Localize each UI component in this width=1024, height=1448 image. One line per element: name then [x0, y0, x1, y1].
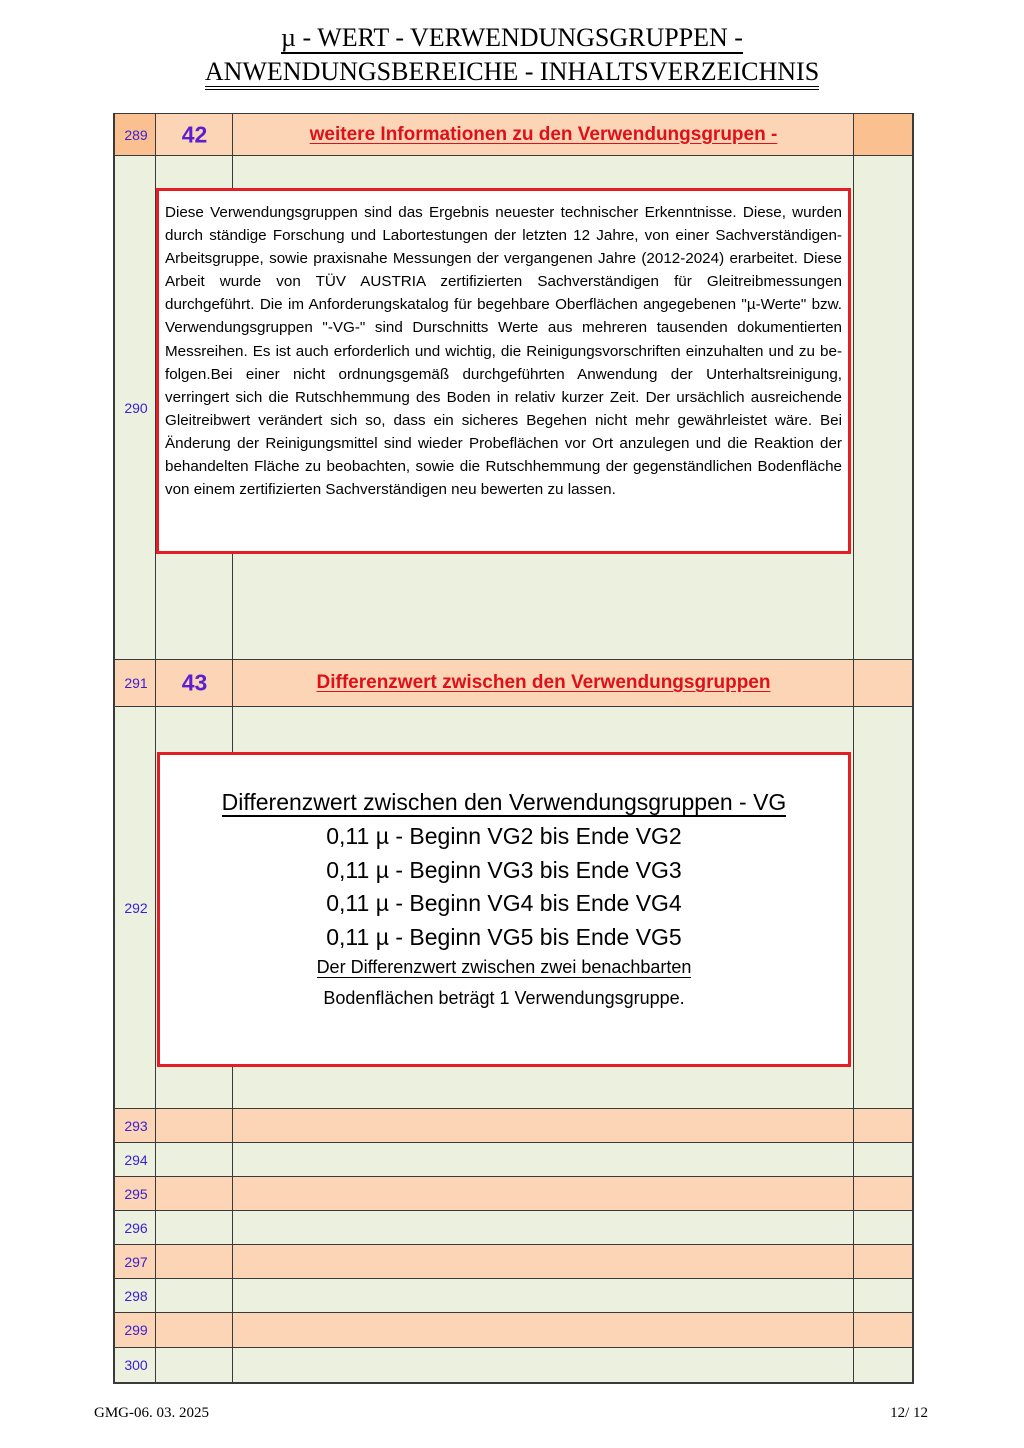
- table-bottom-border: [113, 1382, 914, 1384]
- row-number: 294: [124, 1151, 148, 1168]
- table-row: [113, 1244, 914, 1278]
- table-row: [113, 659, 914, 706]
- row-number: 292: [124, 899, 148, 916]
- table-row: [113, 1347, 914, 1382]
- table-row: [113, 1210, 914, 1244]
- section-number: 43: [181, 669, 208, 696]
- section-heading: weitere Informationen zu den Verwendungsgrupen -: [309, 123, 778, 145]
- table-row: [113, 1312, 914, 1347]
- row-number: 298: [124, 1287, 148, 1304]
- info-text-box: [156, 188, 851, 554]
- difference-note-line-1: Der Differenzwert zwischen zwei benachbarten: [316, 957, 692, 977]
- row-number: 299: [124, 1322, 148, 1338]
- row-number: 300: [124, 1357, 148, 1373]
- row-number: 289: [124, 126, 148, 143]
- footer-page-number: 12/ 12: [890, 1405, 928, 1421]
- difference-note-line-2: Bodenflächen beträgt 1 Verwendungsgruppe.: [323, 988, 685, 1008]
- table-row: [113, 1142, 914, 1176]
- difference-box-heading: Differenzwert zwischen den Verwendungsgruppen - VG: [221, 789, 787, 815]
- table-row: [113, 1278, 914, 1312]
- row-number: 291: [124, 675, 148, 691]
- table-row: [113, 1108, 914, 1142]
- table-row: [113, 1176, 914, 1210]
- difference-item: 0,11 µ - Beginn VG5 bis Ende VG5: [326, 924, 682, 950]
- section-number: 42: [181, 121, 208, 147]
- row-number: 297: [124, 1253, 148, 1270]
- difference-item: 0,11 µ - Beginn VG2 bis Ende VG2: [326, 823, 682, 849]
- difference-item: 0,11 µ - Beginn VG3 bis Ende VG3: [326, 857, 682, 883]
- difference-value-box: [157, 752, 851, 1067]
- section-heading: Differenzwert zwischen den Verwendungsgruppen: [316, 672, 771, 693]
- footer-document-id: GMG-06. 03. 2025: [94, 1405, 209, 1421]
- row-number: 295: [124, 1185, 148, 1202]
- row-number: 296: [124, 1219, 148, 1236]
- row-number: 290: [124, 399, 148, 416]
- row-number: 293: [124, 1117, 148, 1134]
- difference-item: 0,11 µ - Beginn VG4 bis Ende VG4: [326, 890, 682, 916]
- info-paragraph: Diese Verwendungsgruppen sind das Ergebnis neuester technischer Erkenntnisse. Diese, wurden durch ständige Forschung und Labortestungen der letzten 12 Jahre, von einer Sachverständigen-Arbeitsgruppe, sowie praxisnahe Messungen der vergangenen Jahre (2012-2024) erarbeitet. Diese Arbeit wurde von TÜV AUSTRIA zertifizierten Sachverständigen für Gleitreibmessungen durchgeführt. Die im Anforderungskatalog für begehbare Oberflächen angegebenen "µ-Werte" bzw. Verwendungsgruppen "-VG-" sind Durschnitts Werte aus mehreren tausenden dokumentierten Messreihen. Es ist auch erforderlich und wichtig, die Reinigungsvorschriften einzuhalten und zu befolgen.Bei einer nicht ordnungsgemäß durchgeführten Anwendung der Unterhaltsreinigung, verringert sich die Rutschhemmung des Boden in relativ kurzer Zeit. Der ursächlich ausreichende Gleitreibwert verändert sich so, dass ein sicheres Begehen nicht mehr gewährleistet wäre. Bei Änderung der Reinigungsmittel sind wieder Probeflächen vor Ort anzulegen und die Reaktion der behandelten Fläche zu beobachten, sowie die Rutschhemmung der gegenständlichen Bodenfläche von einem zertifizierten Sachverständigen neu bewerten zu lassen.: [165, 204, 842, 499]
- table-row: [113, 113, 914, 155]
- page-title-line-1: µ - WERT - VERWENDUNGSGRUPPEN -: [281, 23, 743, 52]
- page-title-line-2: ANWENDUNGSBEREICHE - INHALTSVERZEICHNIS: [0, 56, 1024, 88]
